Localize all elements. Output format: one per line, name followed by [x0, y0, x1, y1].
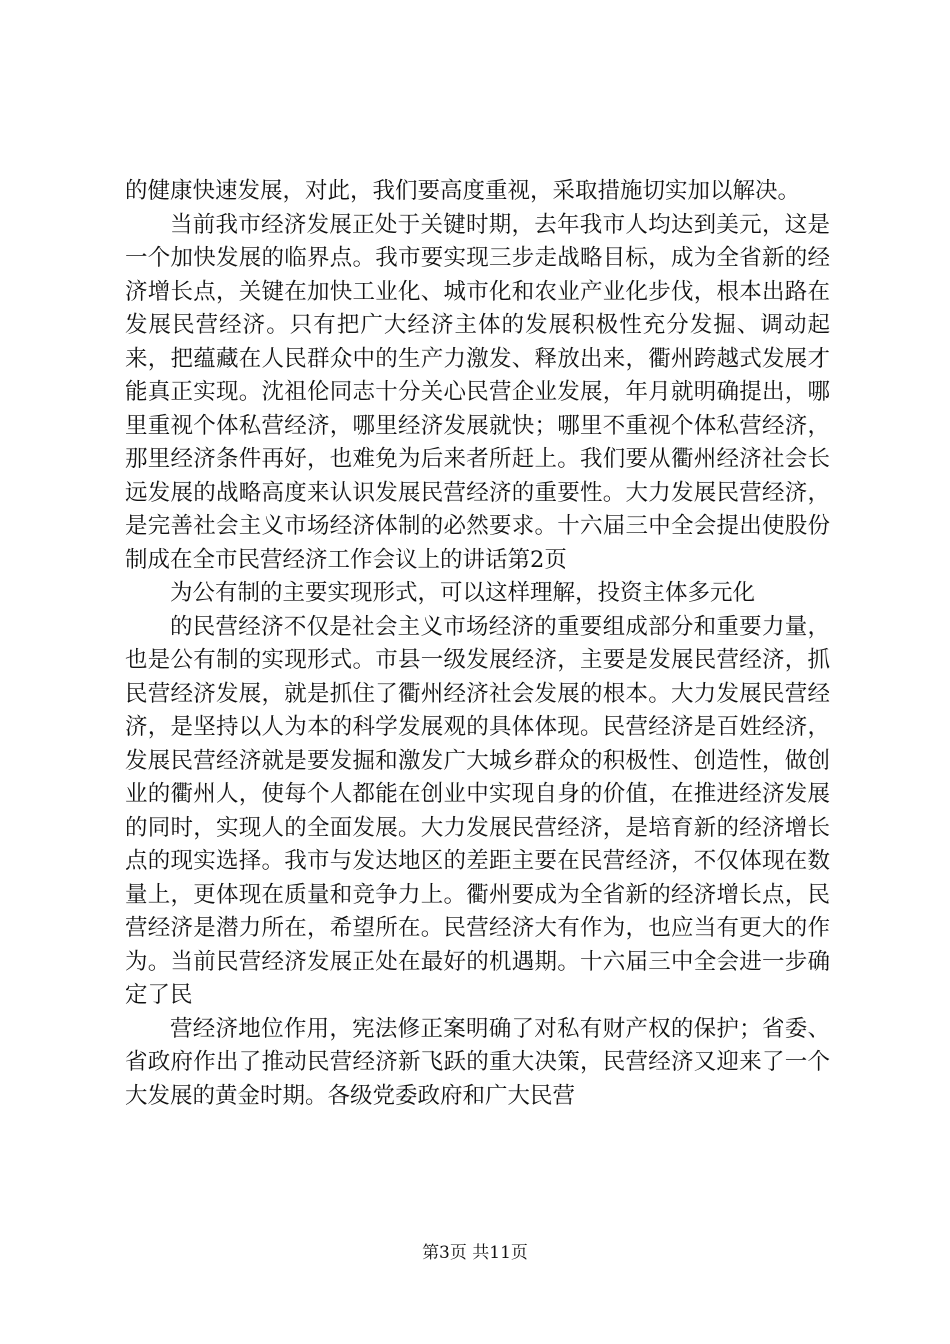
paragraph-3: 为公有制的主要实现形式，可以这样理解，投资主体多元化 — [170, 580, 756, 606]
paragraph-4: 的民营经济不仅是社会主义市场经济的重要组成部分和重要力量，也是公有制的实现形式。市县一级发展经济，主要是发展民营经济，抓民营经济发展，就是抓住了衢州经济社会发展的根本。大力发展民营经济，是坚持以人为本的科学发展观的具体体现。民营经济是百姓经济，发展民营经济就是要发掘和激发广大城乡群众的积极性、创造性，做创业的衢州人，使每个人都能在创业中实现自身的价值，在推进经济发展的同时，实现人的全面发展。大力发展民营经济，是培育新的经济增长点的现实选择。我市与发达地区的差距主要在民营经济，不仅体现在数量上，更体现在质量和竞争力上。衢州要成为全省新的经济增长点，民营经济是潜力所在，希望所在。民营经济大有作为，也应当有更大的作为。当前民营经济发展正处在最好的机遇期。十六届三中全会进一步确定了民 — [125, 613, 830, 1008]
document-body — [125, 175, 830, 1113]
page-footer: 第3页 共11页 — [422, 1243, 528, 1263]
paragraph-2: 当前我市经济发展正处于关键时期，去年我市人均达到美元，这是一个加快发展的临界点。我市要实现三步走战略目标，成为全省新的经济增长点，关键在加快工业化、城市化和农业产业化步伐，根本出路在发展民营经济。只有把广大经济主体的发展积极性充分发掘、调动起来，把蕴藏在人民群众中的生产力激发、释放出来，衢州跨越式发展才能真正实现。沈祖伦同志十分关心民营企业发展，年月就明确提出，哪里重视个体私营经济，哪里经济发展就快；哪里不重视个体私营经济，那里经济条件再好，也难免为后来者所赶上。我们要从衢州经济社会长远发展的战略高度来认识发展民营经济的重要性。大力发展民营经济，是完善社会主义市场经济体制的必然要求。十六届三中全会提出使股份制成在全市民营经济工作会议上的讲话第2页 — [125, 211, 830, 573]
paragraph-1: 的健康快速发展，对此，我们要高度重视，采取措施切实加以解决。 — [125, 178, 801, 204]
paragraph-5: 营经济地位作用，宪法修正案明确了对私有财产权的保护；省委、省政府作出了推动民营经济新飞跃的重大决策，民营经济又迎来了一个大发展的黄金时期。各级党委政府和广大民营 — [125, 1015, 830, 1109]
